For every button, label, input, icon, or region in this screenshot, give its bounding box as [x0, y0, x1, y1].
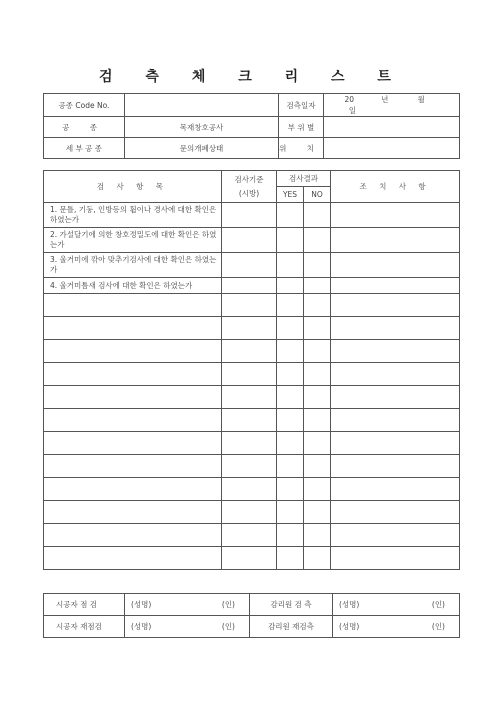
name-label: (성명): [339, 600, 360, 609]
action-cell[interactable]: [331, 478, 460, 501]
action-cell[interactable]: [331, 317, 460, 340]
action-cell[interactable]: [331, 547, 460, 570]
check-item-1: 1. 문틀, 기둥, 인방등의 휨이나 경사에 대한 확인은 하였는가: [44, 203, 222, 228]
item-cell[interactable]: [44, 455, 222, 478]
item-cell[interactable]: [44, 409, 222, 432]
yes-cell[interactable]: [277, 294, 304, 317]
standard-cell[interactable]: [222, 317, 277, 340]
item-cell[interactable]: [44, 524, 222, 547]
standard-cell[interactable]: [222, 363, 277, 386]
date-value-field[interactable]: [324, 94, 460, 117]
item-cell[interactable]: [44, 386, 222, 409]
standard-cell[interactable]: [222, 253, 277, 278]
action-cell[interactable]: [331, 501, 460, 524]
blank-row: [44, 340, 460, 363]
date-year-unit: 년: [381, 95, 389, 104]
no-cell[interactable]: [304, 501, 331, 524]
check-item-4: 4. 울거미틈새 검사에 대한 확인은 하였는가: [44, 278, 222, 294]
contractor-reinspection-label: 시공자 재점검: [44, 616, 125, 638]
work-type-label: 공 종: [44, 117, 125, 138]
signature-table: [43, 593, 460, 638]
blank-row: [44, 547, 460, 570]
no-cell[interactable]: [304, 478, 331, 501]
action-cell[interactable]: [331, 228, 460, 253]
yes-cell[interactable]: [277, 524, 304, 547]
standard-cell[interactable]: [222, 432, 277, 455]
yes-cell[interactable]: [277, 340, 304, 363]
standard-cell[interactable]: [222, 340, 277, 363]
checklist-table: [43, 170, 460, 570]
seal-label: (인): [221, 600, 235, 609]
standard-cell[interactable]: [222, 294, 277, 317]
no-cell[interactable]: [304, 203, 331, 228]
item-cell[interactable]: [44, 547, 222, 570]
action-cell[interactable]: [331, 524, 460, 547]
item-cell[interactable]: [44, 317, 222, 340]
location-label: 위 치: [279, 138, 324, 159]
yes-cell[interactable]: [277, 363, 304, 386]
header-no: NO: [304, 187, 331, 203]
yes-cell[interactable]: [277, 317, 304, 340]
contractor-inspection-label: 시공자 점 검: [44, 594, 125, 616]
header-standard-line2: (시방): [238, 189, 260, 198]
item-cell[interactable]: [44, 501, 222, 524]
yes-cell[interactable]: [277, 478, 304, 501]
action-cell[interactable]: [331, 455, 460, 478]
supervisor-reinspection-signature[interactable]: [333, 616, 460, 638]
standard-cell[interactable]: [222, 478, 277, 501]
no-cell[interactable]: [304, 432, 331, 455]
standard-cell[interactable]: [222, 228, 277, 253]
name-label: (성명): [131, 600, 152, 609]
supervisor-reinspection-label: 감리원 재검측: [250, 616, 333, 638]
blank-row: [44, 501, 460, 524]
location-value-field[interactable]: [324, 138, 460, 159]
header-yes: YES: [277, 187, 304, 203]
supervisor-inspection-signature[interactable]: [333, 594, 460, 616]
table-row: [44, 278, 460, 294]
standard-cell[interactable]: [222, 278, 277, 294]
item-cell[interactable]: [44, 478, 222, 501]
name-label: (성명): [339, 622, 360, 631]
signature-row-1: [44, 594, 460, 616]
no-cell[interactable]: [304, 228, 331, 253]
no-cell[interactable]: [304, 278, 331, 294]
date-day-unit: 일: [348, 106, 356, 115]
info-row-work-type: [44, 117, 460, 138]
page-title: 검 측 체 크 리 스 트: [99, 69, 405, 85]
item-cell[interactable]: [44, 363, 222, 386]
action-cell[interactable]: [331, 278, 460, 294]
item-cell[interactable]: [44, 294, 222, 317]
supervisor-inspection-label: 감리원 검 측: [250, 594, 333, 616]
action-cell[interactable]: [331, 409, 460, 432]
part-label: 부 위 별: [279, 117, 324, 138]
yes-cell[interactable]: [277, 455, 304, 478]
action-cell[interactable]: [331, 203, 460, 228]
contractor-reinspection-signature[interactable]: [125, 616, 250, 638]
seal-label: (인): [431, 600, 445, 609]
blank-row: [44, 363, 460, 386]
yes-cell[interactable]: [277, 228, 304, 253]
blank-row: [44, 386, 460, 409]
standard-cell[interactable]: [222, 501, 277, 524]
blank-row: [44, 317, 460, 340]
yes-cell[interactable]: [277, 409, 304, 432]
blank-row: [44, 294, 460, 317]
no-cell[interactable]: [304, 294, 331, 317]
header-action: 조 치 사 항: [331, 171, 460, 203]
header-item: 검 사 항 목: [44, 171, 222, 203]
no-cell[interactable]: [304, 455, 331, 478]
action-cell[interactable]: [331, 340, 460, 363]
action-cell[interactable]: [331, 294, 460, 317]
standard-cell[interactable]: [222, 455, 277, 478]
sub-work-value[interactable]: 문의개폐상태: [125, 138, 279, 159]
no-cell[interactable]: [304, 524, 331, 547]
table-row: [44, 253, 460, 278]
code-label: 공종 Code No.: [44, 94, 125, 117]
part-value-field[interactable]: [324, 117, 460, 138]
info-row-sub-work: [44, 138, 460, 159]
no-cell[interactable]: [304, 340, 331, 363]
date-month-unit: 월: [417, 95, 425, 104]
yes-cell[interactable]: [277, 253, 304, 278]
table-row: [44, 228, 460, 253]
standard-cell[interactable]: [222, 386, 277, 409]
yes-cell[interactable]: [277, 278, 304, 294]
table-row: [44, 203, 460, 228]
no-cell[interactable]: [304, 317, 331, 340]
seal-label: (인): [221, 622, 235, 631]
code-value-field[interactable]: [125, 94, 279, 117]
seal-label: (인): [431, 622, 445, 631]
no-cell[interactable]: [304, 409, 331, 432]
standard-cell[interactable]: [222, 203, 277, 228]
header-standard-line1: 검사기준: [234, 175, 264, 184]
item-cell[interactable]: [44, 340, 222, 363]
blank-row: [44, 409, 460, 432]
action-cell[interactable]: [331, 363, 460, 386]
header-result: 검사결과: [277, 171, 331, 187]
contractor-inspection-signature[interactable]: [125, 594, 250, 616]
blank-row: [44, 478, 460, 501]
header-standard: [222, 171, 277, 203]
no-cell[interactable]: [304, 363, 331, 386]
no-cell[interactable]: [304, 253, 331, 278]
signature-row-2: [44, 616, 460, 638]
standard-cell[interactable]: [222, 524, 277, 547]
info-row-code: [44, 94, 460, 117]
action-cell[interactable]: [331, 253, 460, 278]
blank-row: [44, 524, 460, 547]
check-item-3: 3. 울거미에 깎아 맞추기검사에 대한 확인은 하였는가: [44, 253, 222, 278]
sub-work-label: 세 부 공 종: [44, 138, 125, 159]
date-label: 검측일자: [279, 94, 324, 117]
yes-cell[interactable]: [277, 432, 304, 455]
action-cell[interactable]: [331, 432, 460, 455]
date-year: 20: [344, 95, 354, 104]
blank-row: [44, 432, 460, 455]
blank-row: [44, 455, 460, 478]
yes-cell[interactable]: [277, 386, 304, 409]
checklist-header-row: [44, 171, 460, 187]
yes-cell[interactable]: [277, 203, 304, 228]
action-cell[interactable]: [331, 386, 460, 409]
info-table: [43, 93, 460, 159]
no-cell[interactable]: [304, 547, 331, 570]
yes-cell[interactable]: [277, 547, 304, 570]
work-type-value[interactable]: 목재창호공사: [125, 117, 279, 138]
check-item-2: 2. 가설달기에 의한 창호정밀도에 대한 확인은 하였는가: [44, 228, 222, 253]
standard-cell[interactable]: [222, 409, 277, 432]
no-cell[interactable]: [304, 386, 331, 409]
name-label: (성명): [131, 622, 152, 631]
item-cell[interactable]: [44, 432, 222, 455]
yes-cell[interactable]: [277, 501, 304, 524]
standard-cell[interactable]: [222, 547, 277, 570]
